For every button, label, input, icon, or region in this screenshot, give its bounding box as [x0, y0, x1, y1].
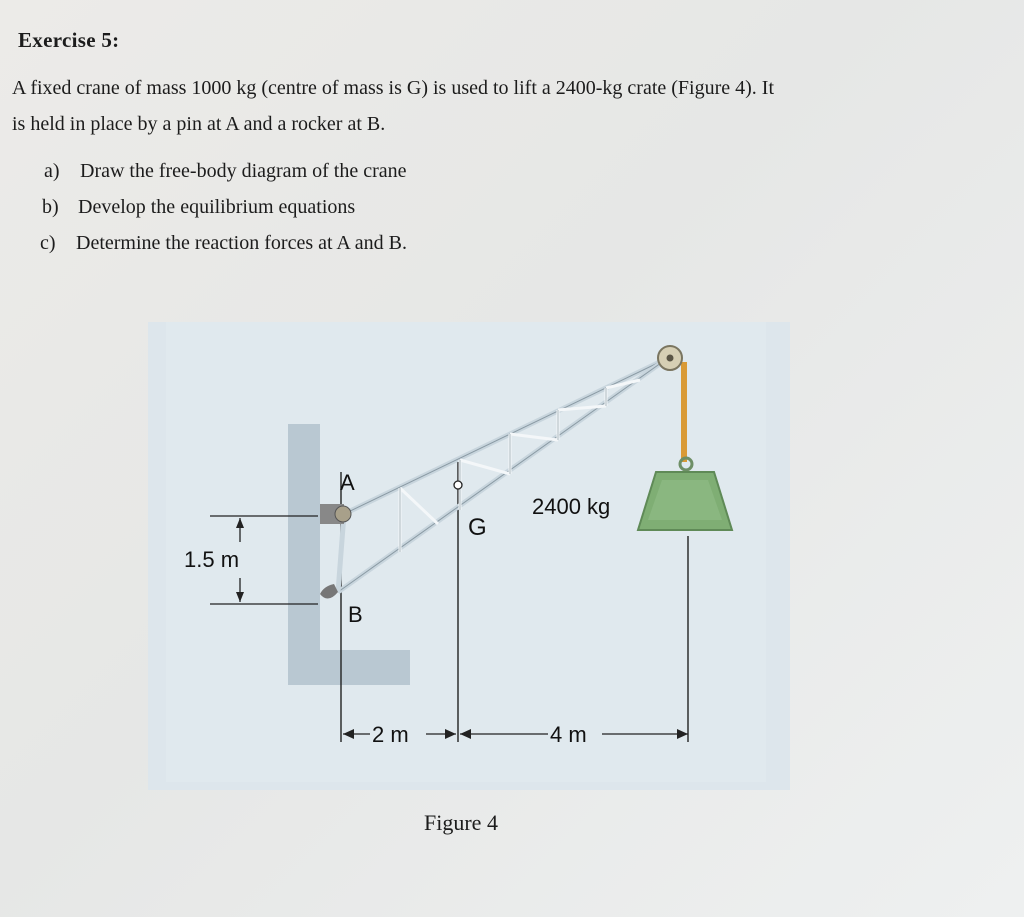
crane-diagram: [148, 322, 790, 790]
label-pin-a: A: [340, 470, 355, 495]
task-b: [42, 196, 355, 219]
task-a: [44, 160, 407, 183]
figure-caption: Figure 4: [424, 810, 498, 835]
task-b-marker: b): [42, 196, 59, 218]
exercise-title: Exercise 5:: [18, 28, 120, 52]
label-crate-mass: 2400 kg: [532, 494, 611, 519]
label-center-of-mass: G: [468, 514, 487, 541]
label-dim-2m: 2 m: [372, 722, 409, 747]
task-a-marker: a): [44, 160, 60, 182]
problem-statement-line-2: is held in place by a pin at A and a rocker at B.: [12, 113, 386, 135]
crane-figure: [148, 322, 790, 790]
task-b-text: Develop the equilibrium equations: [78, 196, 356, 218]
figure-panel-inner: [166, 322, 766, 782]
center-of-mass-marker: [454, 481, 462, 489]
pin-a: [335, 506, 351, 522]
task-a-text: Draw the free-body diagram of the crane: [80, 160, 407, 182]
label-rocker-b: B: [348, 602, 363, 627]
pulley-hub: [667, 355, 674, 362]
label-dim-4m: 4 m: [550, 722, 587, 747]
problem-statement-line-1: A fixed crane of mass 1000 kg (centre of mass is G) is used to lift a 2400-kg crate (Figure 4). It: [12, 77, 775, 99]
label-vertical-dim: 1.5 m: [184, 547, 240, 572]
task-c-marker: c): [40, 232, 56, 254]
task-c: [40, 232, 407, 255]
task-c-text: Determine the reaction forces at A and B.: [76, 232, 407, 254]
